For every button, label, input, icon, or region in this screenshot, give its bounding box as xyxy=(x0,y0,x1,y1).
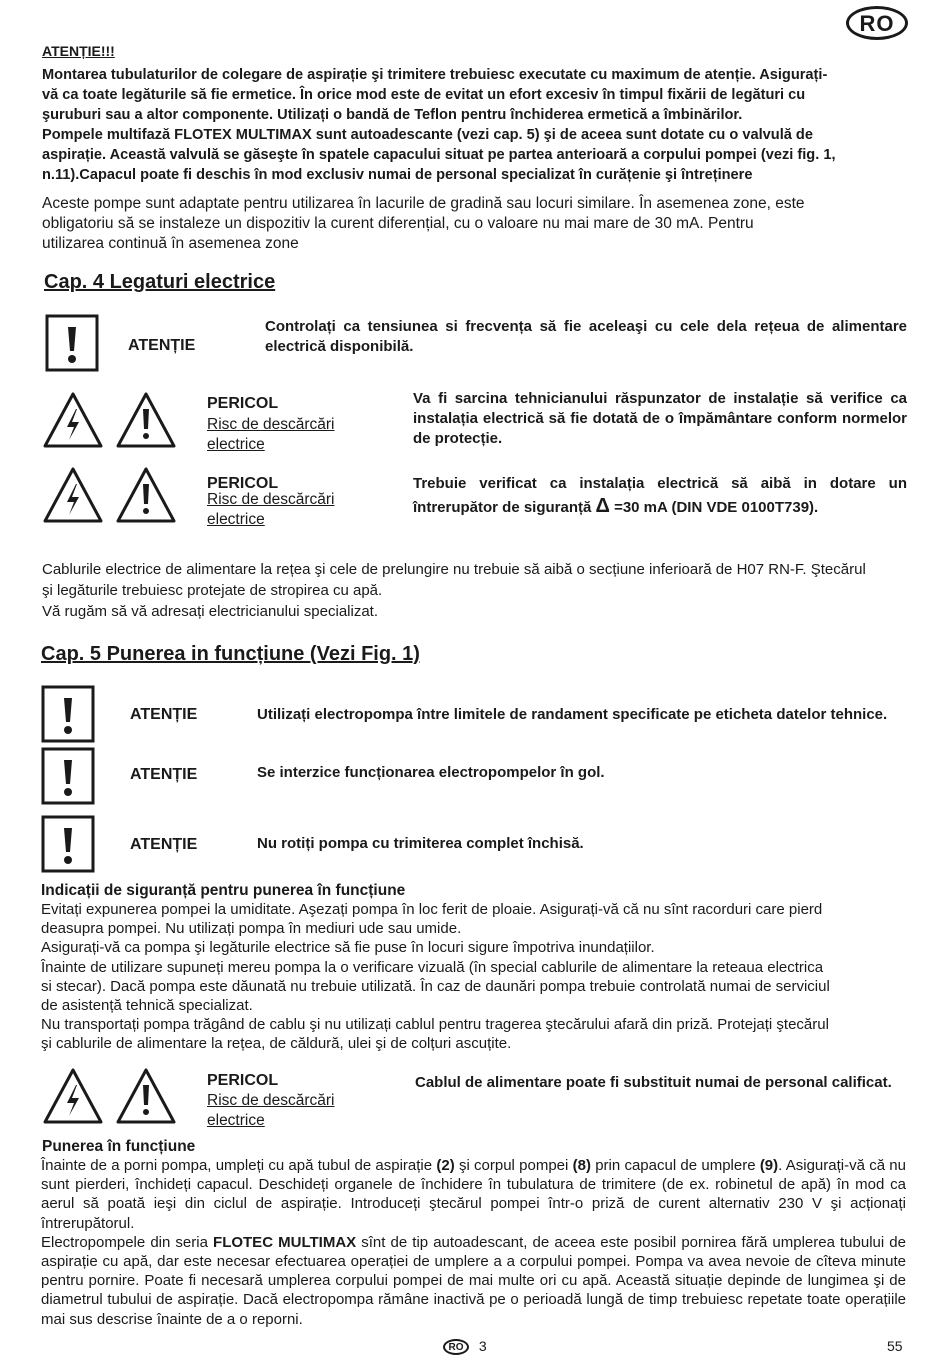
danger-text-breaker: Trebuie verificat ca instalația electrică să aibă in dotare un întrerupător de siguranță Δ =30 mA (DIN VDE 0100T739). xyxy=(413,475,907,517)
text-line: Pompele multifază FLOTEX MULTIMAX sunt autoadescante (vezi cap. 5) şi de aceea sunt dotate cu o valvulă de xyxy=(42,127,813,143)
warning-triangle-icon xyxy=(115,1067,177,1125)
electric-hazard-icon xyxy=(42,466,104,524)
danger-label: PERICOL xyxy=(207,475,279,492)
language-badge: RO xyxy=(846,6,908,40)
text-line: Înainte de utilizare supuneți mereu pompa la o verificare vizuală (în special cablurile de alimentare la reteaua electrica xyxy=(41,958,824,976)
text-line: Vă rugăm să vă adresați electricianului specializat. xyxy=(42,603,378,620)
cap5-title: Cap. 5 Punerea in funcțiune (Vezi Fig. 1) xyxy=(41,643,420,665)
text-line: deasupra pompei. Nu utilizați pompa în mediuri ude sau umide. xyxy=(41,920,462,938)
danger-label: PERICOL xyxy=(207,395,279,412)
exclamation-icon xyxy=(41,685,95,743)
text-run: prin capacul de umplere xyxy=(590,1157,760,1174)
cap4-title: Cap. 4 Legaturi electrice xyxy=(44,271,276,293)
text-run: Electropompele din seria xyxy=(41,1233,214,1251)
text-line: Evitați expunerea pompei la umiditate. Aşezați pompa în loc ferit de ploaie. Asigurați-vă că nu sînt racorduri care pierd xyxy=(41,901,823,918)
electric-hazard-icon xyxy=(42,391,104,449)
safety-heading: Indicații de siguranță pentru punerea în funcțiune xyxy=(41,882,406,899)
text-line: Cablurile electrice de alimentare la rețea şi cele de prelungire nu trebuie să aibă o secțiune inferioară de H07 RN-F. Ştecărul xyxy=(42,561,866,578)
footer-language-badge: RO xyxy=(443,1339,469,1355)
text-line: Nu transportați pompa trăgând de cablu şi nu utilizați cablul pentru tragerea ştecărului afară din priză. Protejați ştecărul xyxy=(41,1016,829,1034)
text-line: Asigurați-vă ca pompa şi legăturile electrice să fie puse în locuri sigure împotriva inundațiilor. xyxy=(41,939,655,957)
start-paragraph-2 xyxy=(41,1233,906,1329)
exclamation-icon xyxy=(41,815,95,873)
attention-label: ATENȚIE xyxy=(130,836,198,853)
text-line: şuruburi sau a altor componente. Utilizați o bandă de Teflon pentru închiderea ermetică a îmbinărilor. xyxy=(42,107,743,123)
text-line: şi legăturile trebuiesc protejate de stropirea cu apă. xyxy=(42,582,383,599)
text-line: vă ca toate legăturile să fie ermetice. În orice mod este de evitat un efort excesiv în timpul fixării de legături cu xyxy=(42,87,806,103)
text-line: şi cablurile de alimentare la rețea, de căldură, ulei şi de colțuri ascuțite. xyxy=(41,1035,512,1053)
cable-text xyxy=(42,559,912,622)
exclamation-icon xyxy=(41,747,95,805)
text-line: aspirație. Această valvulă se găseşte în spatele capacului situat pe partea anterioară a corpului pompei (vezi fig. 1, xyxy=(42,147,836,163)
text-line: Aceste pompe sunt adaptate pentru utilizarea în lacurile de gradină sau locuri similare. În asemenea zone, este xyxy=(42,195,805,212)
footer-section-page: 3 xyxy=(478,1338,487,1354)
attention-label: ATENȚIE xyxy=(128,337,196,354)
intro-bold-text xyxy=(42,65,908,185)
text-line: obligatoriu să se instaleze un dispozitiv la curent diferențial, cu o valoare nu mai mare de 30 mA. Pentru xyxy=(42,215,754,232)
delta-symbol: Δ xyxy=(595,495,610,517)
attention-heading: ATENȚIE!!! xyxy=(42,43,115,59)
text-line: si stecar). Dacă pompa este dăunată nu trebuie utilizată. În caz de daunări pompa trebuie controlată numai de serviciul xyxy=(41,977,830,995)
text-line: n.11).Capacul poate fi deschis în mod exclusiv numai de personal specializat în curățenie şi întreținere xyxy=(42,167,753,183)
start-paragraph-1 xyxy=(41,1156,906,1233)
text-run: sînt de tip autoadescant, de aceea este posibil pornirea fără umplerea tubului de aspirație cu apă, dar este necesar efectuarea operației de umplere a a corpului pompei. Pompa va avea nevoie de cîteva minute pentru pornire. Poate fi necesară umplerea corpului pompei de mai multe ori cu apă. Această situație depinde de lungimea şi de diametrul tubului de aspirație. Dacă electropompa rămâne inactivă pe o perioadă lungă de timp trebuiesc repetate toate operațiile mai sus descrise înainte de a o reporni. xyxy=(41,1233,906,1328)
attention-text: Controlați ca tensiunea si frecvența să fie aceleaşi cu cele dela rețeua de alimentare electrică disponibilă. xyxy=(265,318,907,355)
danger-risk-text: Risc de descărcări electrice xyxy=(207,491,335,528)
text-line: Montarea tubulaturilor de colegare de aspirație şi trimitere trebuiesc executate cu maximum de atenție. Asigurați- xyxy=(42,67,828,83)
text-line: utilizarea continuă în asemenea zone xyxy=(42,235,299,252)
attention-label: ATENȚIE xyxy=(130,706,198,723)
start-text xyxy=(41,1156,906,1329)
footer-section xyxy=(443,1337,487,1356)
safety-text xyxy=(41,900,911,1054)
bold-run: FLOTEC MULTIMAX xyxy=(213,1233,357,1251)
text-run: Înainte de a porni pompa, umpleți cu apă tubul de aspirație xyxy=(41,1157,437,1174)
danger-risk-text: Risc de descărcări electrice xyxy=(207,416,335,453)
danger-text-grounding: Va fi sarcina tehnicianului răspunzator de instalație să verifice ca instalația electrică să fie dotată de o împământare conform normelor de protecție. xyxy=(413,390,907,447)
intro-normal-text xyxy=(42,194,908,254)
exclamation-icon xyxy=(45,314,99,372)
bold-run: (9) xyxy=(759,1157,779,1174)
start-heading: Punerea în funcțiune xyxy=(42,1138,196,1155)
danger-risk-text: Risc de descărcări electrice xyxy=(207,1092,335,1129)
warning-triangle-icon xyxy=(115,391,177,449)
text-run: . Asigurați-vă că nu sunt pierderi, închideți capacul. Deschideți organele de închidere în tubulatura de trimitere (de ex. robinetul de apă) în mod ca aerul să poată ieşi din ciclul de aspirație. Introduceți ştecărul pompei într-o priză de curent alternativ 230 V şi acționați întrerupătorul. xyxy=(41,1157,906,1232)
warning-triangle-icon xyxy=(115,466,177,524)
attention-text: Se interzice funcționarea electropompelor în gol. xyxy=(257,764,605,781)
text-run: şi corpul pompei xyxy=(454,1157,573,1174)
bold-run: (2) xyxy=(436,1157,455,1174)
danger-label: PERICOL xyxy=(207,1072,279,1089)
electric-hazard-icon xyxy=(42,1067,104,1125)
attention-text: Nu rotiți pompa cu trimiterea complet închisă. xyxy=(257,835,584,852)
danger-text-cable: Cablul de alimentare poate fi substituit numai de personal calificat. xyxy=(415,1074,892,1091)
text-line: de asistență tehnică specializat. xyxy=(41,997,253,1015)
bold-run: (8) xyxy=(572,1157,591,1174)
page-number: 55 xyxy=(887,1338,903,1354)
attention-label: ATENȚIE xyxy=(130,766,198,783)
attention-text: Utilizați electropompa între limitele de randament specificate pe eticheta datelor tehnice. xyxy=(257,706,888,723)
